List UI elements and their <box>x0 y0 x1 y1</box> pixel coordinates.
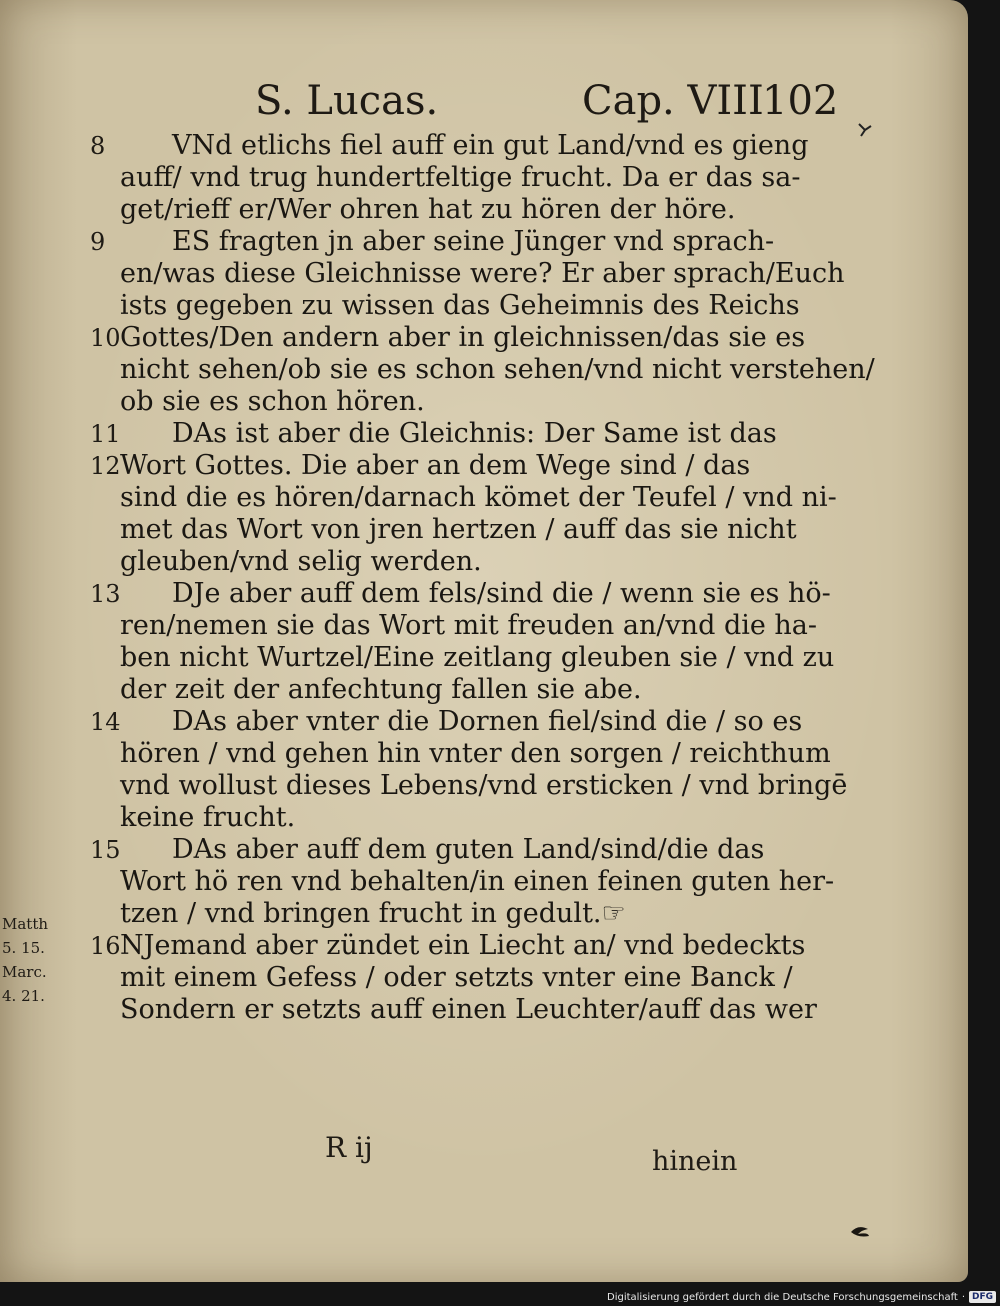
text-line <box>120 642 835 674</box>
text-line <box>120 514 797 546</box>
verse-number: 9 <box>90 228 106 256</box>
margin-ref-line: Marc. <box>2 963 47 981</box>
text-line <box>90 930 806 962</box>
text-line <box>120 386 765 418</box>
line-text: sind die es hören/darnach kömet der Teufel / vnd ni- <box>120 482 837 513</box>
header-chapter: Cap. VIII <box>582 78 764 124</box>
ornament-mark-icon <box>855 120 875 140</box>
line-text: en/was diese Gleichnisse were? Er aber sprach/Euch <box>120 258 845 289</box>
verse-number: 13 <box>90 580 121 608</box>
text-line <box>120 258 845 290</box>
line-text: ES fragten jn aber seine Jünger vnd sprach- <box>172 226 775 257</box>
text-line <box>90 322 806 354</box>
verse-number: 16 <box>90 932 121 960</box>
text-line <box>120 802 765 834</box>
credit-text: Digitalisierung gefördert durch die Deutsche Forschungsgemeinschaft <box>607 1291 958 1303</box>
verse-number: 12 <box>90 452 121 480</box>
margin-ref-line: 4. 21. <box>2 987 45 1005</box>
line-text: tzen / vnd bringen frucht in gedult.☞ <box>120 898 626 929</box>
ink-blot-icon <box>848 1220 872 1238</box>
text-line <box>120 770 848 802</box>
catchword: hinein <box>652 1146 738 1177</box>
line-text: vnd wollust dieses Lebens/vnd ersticken / vnd bringē <box>120 770 848 801</box>
digitization-credit: Digitalisierung gefördert durch die Deutsche Forschungsgemeinschaft · DFG <box>607 1289 996 1305</box>
header-page-number: 102 <box>762 78 839 124</box>
text-line <box>120 962 793 994</box>
line-text: Wort Gottes. Die aber an dem Wege sind / das <box>120 450 751 481</box>
text-line <box>120 162 801 194</box>
margin-ref-line: Matth <box>2 915 49 933</box>
line-text: ben nicht Wurtzel/Eine zeitlang gleuben sie / vnd zu <box>120 642 835 673</box>
text-line <box>120 674 765 706</box>
verse-number: 11 <box>90 420 121 448</box>
line-text: Wort hö ren vnd behalten/in einen feinen guten her- <box>120 866 835 897</box>
text-line <box>120 866 835 898</box>
text-line <box>120 898 765 930</box>
body-text <box>90 130 875 1026</box>
text-line <box>120 354 875 386</box>
line-text: Sondern er setzts auff einen Leuchter/auff das wer <box>120 994 817 1025</box>
margin-ref-line: 5. 15. <box>2 939 45 957</box>
text-line <box>90 578 831 610</box>
verse-number: 10 <box>90 324 121 352</box>
line-text: DAs aber vnter die Dornen fiel/sind die / so es <box>172 706 803 737</box>
text-line <box>90 418 777 450</box>
verse-number: 8 <box>90 132 106 160</box>
line-text: gleuben/vnd selig werden. <box>120 546 482 577</box>
line-text: auff/ vnd trug hundertfeltige frucht. Da er das sa- <box>120 162 801 193</box>
line-text: DJe aber auff dem fels/sind die / wenn sie es hö- <box>172 578 831 609</box>
text-line <box>120 546 765 578</box>
verse-number: 15 <box>90 836 121 864</box>
line-text: ists gegeben zu wissen das Geheimnis des Reichs <box>120 290 800 321</box>
line-text: DAs ist aber die Gleichnis: Der Same ist das <box>172 418 777 449</box>
verse-number: 14 <box>90 708 121 736</box>
signature-mark: R ij <box>325 1131 373 1164</box>
text-line <box>120 994 817 1026</box>
line-text: NJemand aber zündet ein Liecht an/ vnd bedeckts <box>120 930 806 961</box>
line-text: der zeit der anfechtung fallen sie abe. <box>120 674 642 705</box>
line-text: hören / vnd gehen hin vnter den sorgen / reichthum <box>120 738 831 769</box>
text-line <box>120 610 818 642</box>
dfg-logo: DFG <box>969 1291 996 1303</box>
margin-cross-reference <box>2 912 68 1008</box>
line-text: mit einem Gefess / oder setzts vnter eine Banck / <box>120 962 793 993</box>
text-line <box>120 290 800 322</box>
line-text: keine frucht. <box>120 802 296 833</box>
line-text: ob sie es schon hören. <box>120 386 425 417</box>
line-text: met das Wort von jren hertzen / auff das sie nicht <box>120 514 797 545</box>
line-text: ren/nemen sie das Wort mit freuden an/vnd die ha- <box>120 610 818 641</box>
line-text: Gottes/Den andern aber in gleichnissen/das sie es <box>120 322 806 353</box>
text-line <box>90 226 775 258</box>
line-text: DAs aber auff dem guten Land/sind/die das <box>172 834 765 865</box>
line-text: nicht sehen/ob sie es schon sehen/vnd nicht verstehen/ <box>120 354 875 385</box>
text-line <box>120 482 837 514</box>
text-line <box>120 738 831 770</box>
text-line <box>120 194 765 226</box>
line-text: VNd etlichs fiel auff ein gut Land/vnd es gieng <box>172 130 809 161</box>
text-line <box>90 706 803 738</box>
text-line <box>90 130 809 162</box>
text-line <box>90 450 765 482</box>
header-book-title: S. Lucas. <box>255 78 439 124</box>
running-header <box>255 78 845 134</box>
line-text: get/rieff er/Wer ohren hat zu hören der höre. <box>120 194 736 225</box>
text-line <box>90 834 765 866</box>
